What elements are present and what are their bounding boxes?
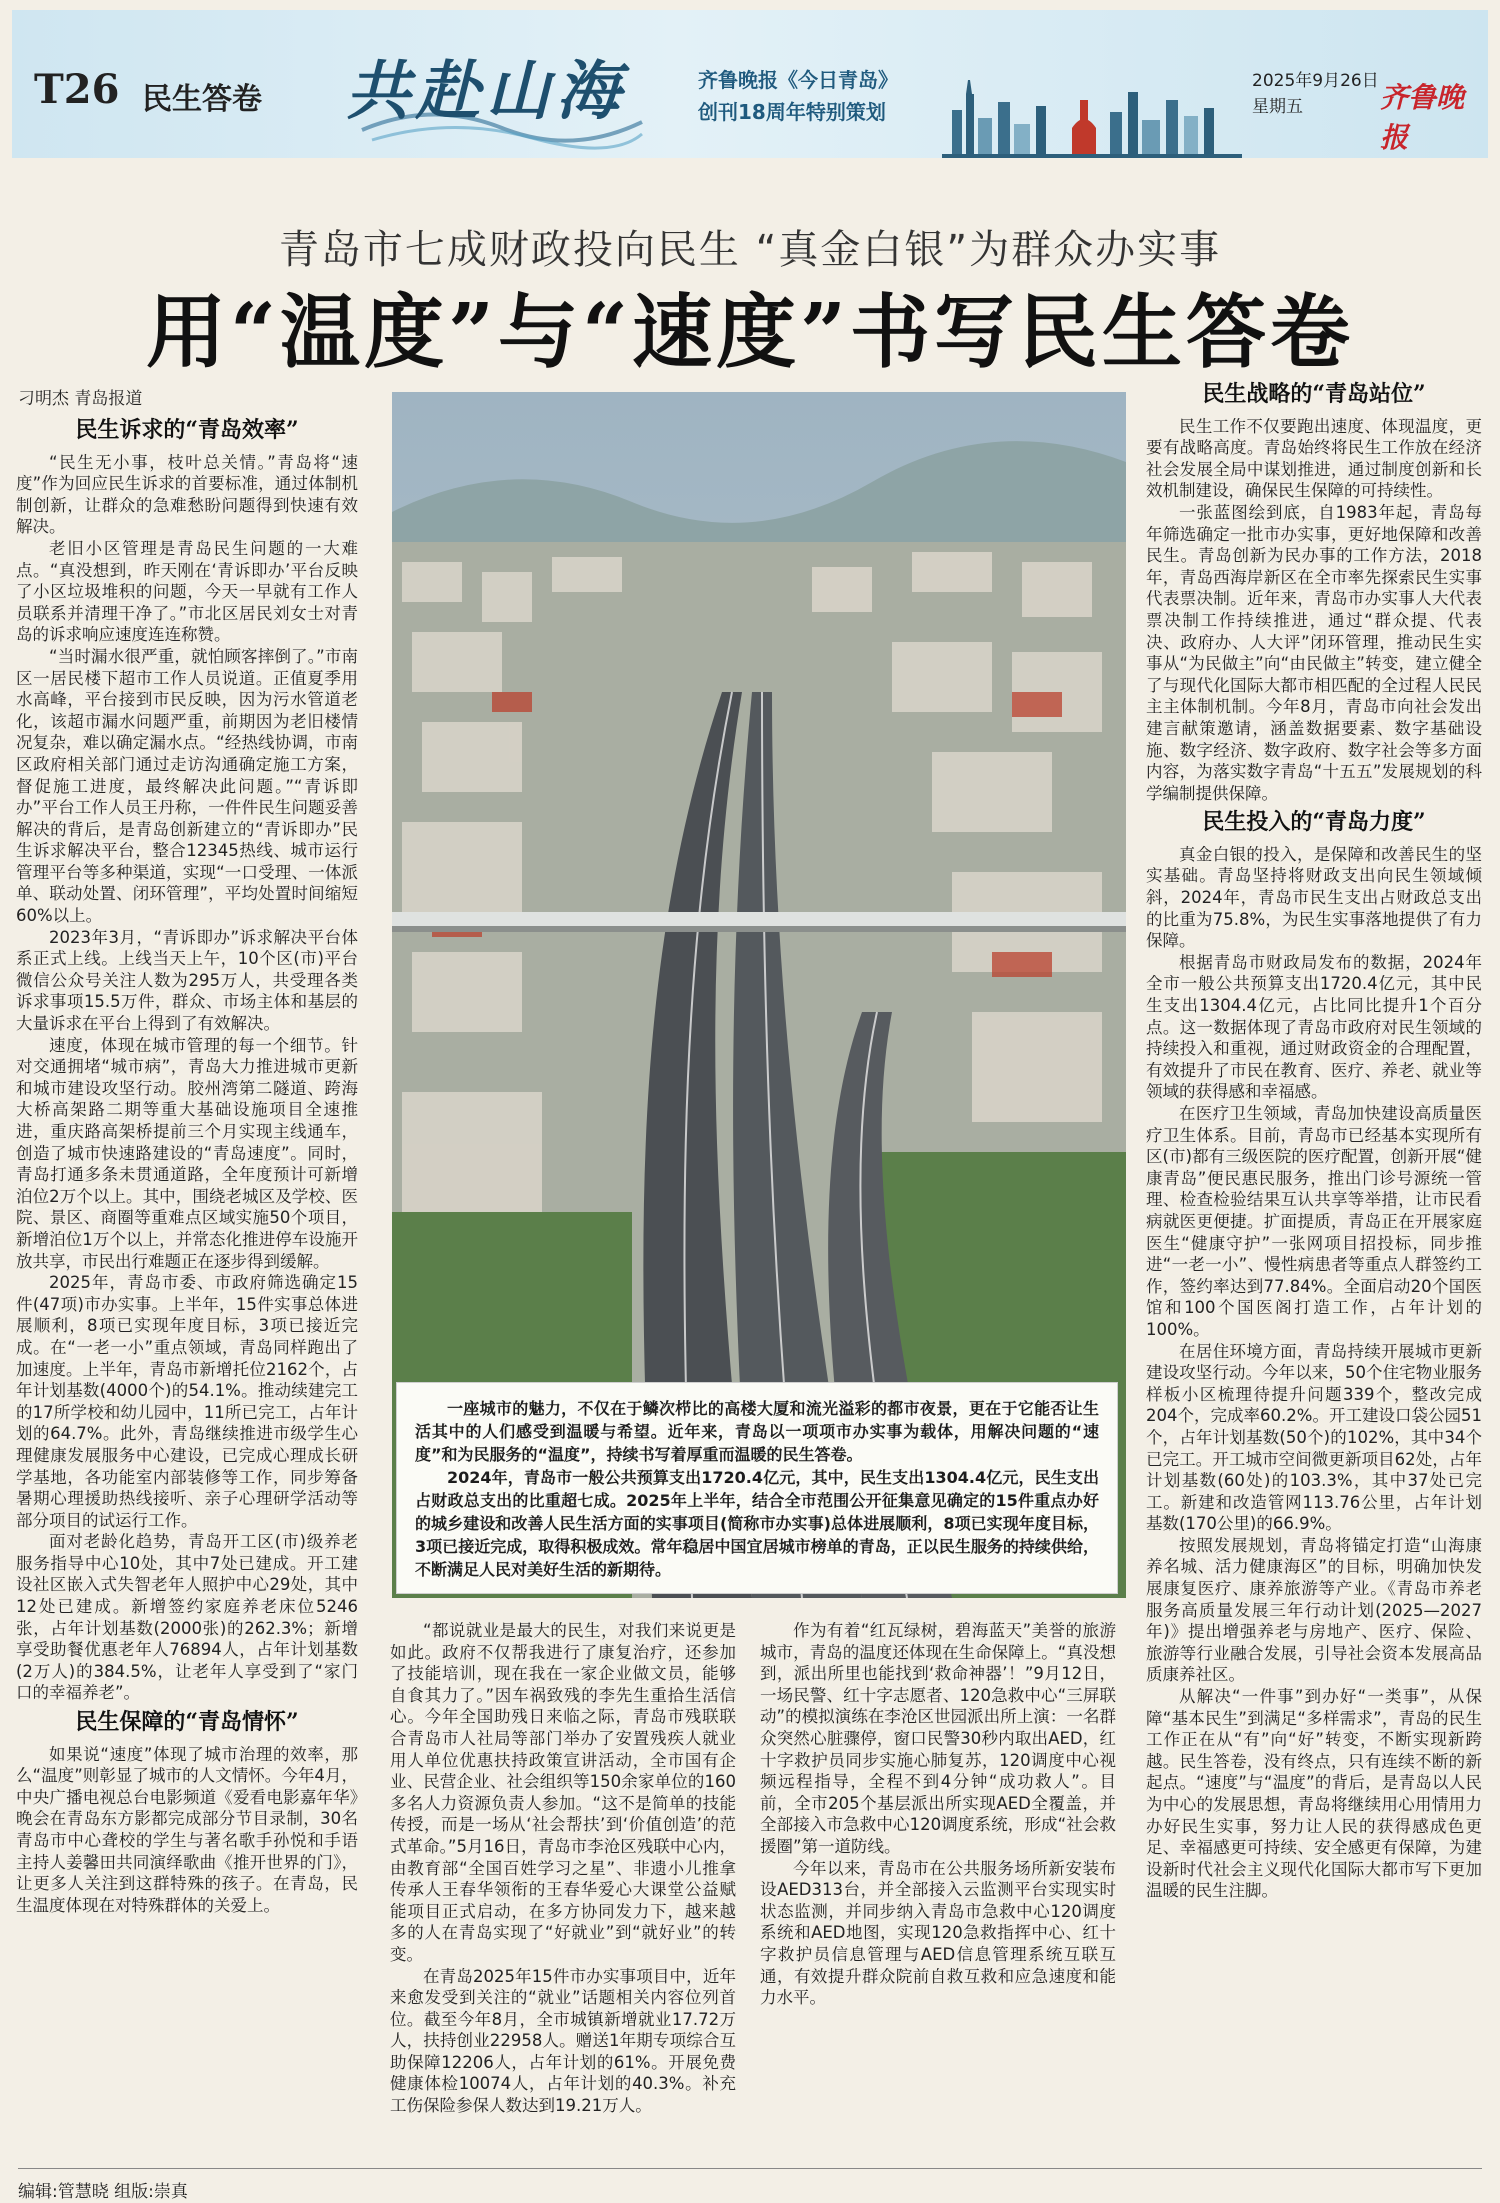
weekday-text: 星期五 bbox=[1252, 97, 1303, 117]
paragraph: 民生工作不仅要跑出速度、体现温度，更要有战略高度。青岛始终将民生工作放在经济社会发展全局中谋划推进，通过制度创新和长效机制建设，确保民生保障的可持续性。 bbox=[1146, 416, 1482, 501]
subheadline: 青岛市七成财政投向民生 “真金白银”为群众办实事 bbox=[278, 227, 1222, 273]
paragraph: “都说就业是最大的民生，对我们来说更是如此。政府不仅帮我进行了康复治疗，还参加了技能培训，现在我在一家企业做文员，能够自食其力了。”因车祸致残的李先生重拾生活信心。今年全国助残日来临之际，青岛市残联联合青岛市人社局等部门举办了安置残疾人就业用人单位优惠扶持政策宣讲活动，全市国有企业、民营企业、社会组织等150余家单位的160多名人力资源负责人参加。“这不是简单的技能传授，而是一场从‘社会帮扶’到‘价值创造’的范式革命。”5月16日，青岛市李沧区残联中心内，由教育部“全国百姓学习之星”、非遗小儿推拿传承人王春华领衔的王春华爱心大课堂公益赋能项目正式启动，在多方协同发力下，越来越多的人在青岛实现了“好就业”到“就好业”的转变。 bbox=[390, 1621, 736, 1964]
campaign-logo-text: 共赴山海 bbox=[346, 54, 626, 129]
paragraph: 在居住环境方面，青岛持续开展城市更新建设攻坚行动。今年以来，50个住宅物业服务样板小区梳理待提升问题339个，整改完成204个，完成率60.2%。开工建设口袋公园51个，占年计划基数(50个)的102%，其中34个已完工。开工城市空间微更新项目62处，占年计划基数(60处)的103.3%，其中37处已完工。新建和改造管网113.76公里，占年计划基数(170公里)的66.9%。 bbox=[1146, 1341, 1482, 1534]
middle-column-1 bbox=[390, 1620, 736, 2160]
slogan-line-1: 齐鲁晚报《今日青岛》 bbox=[698, 68, 898, 92]
paragraph: 在青岛2025年15件市办实事项目中，近年来愈发受到关注的“就业”话题相关内容位列首位。截至今年8月，全市城镇新增就业17.72万人，扶持创业22958人。赠送1年期专项综合互助保障12206人，占年计划的61%。开展免费健康体检10074人，占年计划的40.3%。补充工伤保险参保人数达到19.21万人。 bbox=[390, 1966, 736, 2116]
left-column bbox=[16, 412, 358, 2162]
section-name: 民生答卷 bbox=[142, 82, 262, 117]
lead-paragraph: 2024年，青岛市一般公共预算支出1720.4亿元，其中，民生支出1304.4亿元，民生支出占财政总支出的比重超七成。2025年上半年，结合全市范围公开征集意见确定的15件重点办好的城乡建设和改善人民生活方面的实事项目(简称市办实事)总体进展顺利，8项已实现年度目标，3项已接近完成，取得积极成效。常年稳居中国宜居城市榜单的青岛，正以民生服务的持续供给，不断满足人民对美好生活的新期待。 bbox=[415, 1468, 1099, 1579]
issue-date bbox=[1252, 68, 1379, 120]
date-text: 2025年9月26日 bbox=[1252, 71, 1379, 91]
editor-credits: 编辑:管慧晓 组版:崇真 bbox=[18, 2168, 1482, 2202]
paragraph: 真金白银的投入，是保障和改善民生的坚实基础。青岛坚持将财政支出向民生领域倾斜，2024年，青岛市民生支出占财政总支出的比重为75.8%，为民生实事落地提供了有力保障。 bbox=[1146, 844, 1482, 951]
paragraph: 速度，体现在城市管理的每一个细节。针对交通拥堵“城市病”，青岛大力推进城市更新和城市建设攻坚行动。胶州湾第二隧道、跨海大桥高架路二期等重大基础设施项目全速推进，重庆路高架桥提前三个月实现主线通车，创造了城市快速路建设的“青岛速度”。同时，青岛打通多条未贯通道路，全年度预计可新增泊位2万个以上。其中，围绕老城区及学校、医院、景区、商圈等重难点区域实施50个项目，新增泊位1万个以上，并常态化推进停车设施开放共享，市民出行难题正在逐步得到缓解。 bbox=[16, 1035, 358, 1271]
section-heading: 民生战略的“青岛站位” bbox=[1202, 381, 1426, 407]
slogan-line-2: 创刊18周年特别策划 bbox=[698, 100, 886, 124]
middle-column-2 bbox=[760, 1620, 1116, 2160]
paragraph: 2025年，青岛市委、市政府筛选确定15件(47项)市办实事。上半年，15件实事总体进展顺利，8项已实现年度目标，3项已接近完成。在“一老一小”重点领域，青岛同样跑出了加速度。上半年，青岛市新增托位2162个，占年计划基数(4000个)的54.1%。推动续建完工的17所学校和幼儿园中，11所已完工，占年计划的64.7%。此外，青岛继续推进市级学生心理健康发展服务中心建设，已完成心理成长研学基地，各功能室内部装修等工作，同步筹备暑期心理援助热线接听、亲子心理研学活动等部分项目的试运行工作。 bbox=[16, 1273, 358, 1530]
paragraph: 2023年3月，“青诉即办”诉求解决平台体系正式上线。上线当天上午，10个区(市)平台微信公众号关注人数为295万人，共受理各类诉求事项15.5万件，群众、市场主体和基层的大量诉求在平台上得到了有效解决。 bbox=[16, 927, 358, 1034]
anniversary-slogan bbox=[698, 64, 898, 128]
paragraph: 如果说“速度”体现了城市治理的效率，那么“温度”则彰显了城市的人文情怀。今年4月，中央广播电视总台电影频道《爱看电影嘉年华》晚会在青岛东方影都完成部分节目录制，30名青岛市中心聋校的学生与著名歌手孙悦和手语主持人姜馨田共同演绎歌曲《推开世界的门》，让更多人关注到这群特殊的孩子。在青岛，民生温度体现在对特殊群体的关爱上。 bbox=[16, 1744, 358, 1915]
campaign-logo bbox=[342, 30, 652, 150]
paragraph: 老旧小区管理是青岛民生问题的一大难点。“真没想到，昨天刚在‘青诉即办’平台反映了小区垃圾堆积的问题，今天一早就有工作人员联系并清理干净了。”市北区居民刘女士对青岛的诉求响应速度连连称赞。 bbox=[16, 538, 358, 645]
page-number: T26 bbox=[34, 66, 120, 113]
paragraph: 一张蓝图绘到底，自1983年起，青岛每年筛选确定一批市办实事，更好地保障和改善民生。青岛创新为民办事的工作方法，2018年，青岛西海岸新区在全市率先探索民生实事代表票决制。近年来，青岛市办实事人大代表票决制工作持续推进，通过“群众提、代表决、政府办、人大评”闭环管理，推动民生实事从“为民做主”向“由民做主”转变，建立健全了与现代化国际大都市相匹配的全过程人民民主主体制机制。今年8月，青岛市向社会发出建言献策邀请，涵盖数据要素、数字基础设施、数字经济、数字政府、数字社会等多方面内容，为落实数字青岛“十五五”发展规划的科学编制提供保障。 bbox=[1146, 502, 1482, 803]
right-column bbox=[1146, 376, 1482, 2162]
paragraph: 根据青岛市财政局发布的数据，2024年全市一般公共预算支出1720.4亿元，其中民生支出1304.4亿元，占比同比提升1个百分点。这一数据体现了青岛市政府对民生领域的持续投入和重视，通过财政资金的合理配置，有效提升了市民在教育、医疗、养老、就业等领域的获得感和幸福感。 bbox=[1146, 952, 1482, 1102]
lead-paragraph: 一座城市的魅力，不仅在于鳞次栉比的高楼大厦和流光溢彩的都市夜景，更在于它能否让生活其中的人们感受到温暖与希望。近年来，青岛以一项项市办实事为载体，用解决问题的“速度”和为民服务的“温度”，持续书写着厚重而温暖的民生答卷。 bbox=[415, 1399, 1099, 1464]
section-heading: 民生保障的“青岛情怀” bbox=[75, 1709, 299, 1736]
city-skyline-icon bbox=[942, 80, 1242, 158]
section-heading: 民生投入的“青岛力度” bbox=[1202, 809, 1426, 836]
paragraph: “民生无小事，枝叶总关情。”青岛将“速度”作为回应民生诉求的首要标准，通过体制机制创新，让群众的急难愁盼问题得到快速有效解决。 bbox=[16, 452, 358, 537]
paragraph: 作为有着“红瓦绿树，碧海蓝天”美誉的旅游城市，青岛的温度还体现在生命保障上。“真没想到，派出所里也能找到‘救命神器’！”9月12日，一场民警、红十字志愿者、120急救中心“三屏联动”的模拟演练在李沧区世园派出所上演：一名群众突然心脏骤停，窗口民警30秒内取出AED，红十字救护员同步实施心肺复苏，120调度中心视频远程指导，全程不到4分钟“成功救人”。目前，全市205个基层派出所实现AED全覆盖，并全部接入市急救中心120调度系统，形成“社会救援圈”第一道防线。 bbox=[760, 1621, 1116, 1856]
paragraph: 按照发展规划，青岛将锚定打造“山海康养名城、活力健康海区”的目标，明确加快发展康复医疗、康养旅游等产业。《青岛市养老服务高质量发展三年行动计划(2025—2027年)》提出增强养老与房地产、医疗、保险、旅游等行业融合发展，引导社会资本发展高品质康养社区。 bbox=[1146, 1535, 1482, 1685]
byline: 刁明杰 青岛报道 bbox=[18, 389, 143, 409]
paragraph: 在医疗卫生领域，青岛加快建设高质量医疗卫生体系。目前，青岛市已经基本实现所有区(市)都有三级医院的医疗配置，创新开展“健康青岛”便民惠民服务，推出门诊号源统一管理、检查检验结果互认共享等举措，让市民看病就医更便捷。扩面提质，青岛正在开展家庭医生“健康守护”一张网项目招投标，同步推进“一老一小”、慢性病患者等重点人群签约工作，签约率达到77.84%。全面启动20个国医馆和100个国医阁打造工作，占年计划的100%。 bbox=[1146, 1104, 1482, 1339]
lead-summary-box bbox=[396, 1382, 1118, 1594]
headline: 用“温度”与“速度”书写民生答卷 bbox=[145, 285, 1355, 379]
newspaper-brand: 齐鲁晚报 bbox=[1380, 81, 1465, 154]
masthead-band bbox=[12, 10, 1488, 158]
paragraph: 面对老龄化趋势，青岛开工区(市)级养老服务指导中心10处，其中7处已建成。开工建设社区嵌入式失智老年人照护中心29处，其中12处已建成。新增签约家庭养老床位5246张，占年计划基数(2000张)的262.3%；新增享受助餐优惠老年人76894人，占年计划基数(2万人)的384.5%，让老年人享受到了“家门口的幸福养老”。 bbox=[16, 1532, 358, 1703]
paragraph: 今年以来，青岛市在公共服务场所新安装布设AED313台，并全部接入云监测平台实现实时状态监测，并同步纳入青岛市急救中心120调度系统和AED地图，实现120急救指挥中心、红十字救护员信息管理与AED信息管理系统互联互通，有效提升群众院前自救互救和应急速度和能力水平。 bbox=[760, 1858, 1116, 2008]
section-heading: 民生诉求的“青岛效率” bbox=[75, 417, 299, 443]
paragraph: 从解决“一件事”到办好“一类事”，从保障“基本民生”到满足“多样需求”，青岛的民生工作正在从“有”向“好”转变，不断实现新跨越。民生答卷，没有终点，只有连续不断的新起点。“速度”与“温度”的背后，是青岛以人民为中心的发展思想，青岛将继续用心用情用力办好民生实事，努力让人民的获得感成色更足、幸福感更可持续、安全感更有保障，为建设新时代社会主义现代化国际大都市写下更加温暖的民生注脚。 bbox=[1146, 1687, 1482, 1901]
paragraph: “当时漏水很严重，就怕顾客摔倒了。”市南区一居民楼下超市工作人员说道。正值夏季用水高峰，平台接到市民反映，因为污水管道老化，该超市漏水问题严重，前期因为老旧楼情况复杂，难以确定漏水点。“经热线协调，市南区政府相关部门通过走访沟通确定施工方案，督促施工进度，最终解决此问题。”“青诉即办”平台工作人员王丹称，一件件民生问题妥善解决的背后，是青岛创新建立的“青诉即办”民生诉求解决平台，整合12345热线、城市运行管理平台等多种渠道，实现“一口受理、一体派单、联动处置、闭环管理”，平均处置时间缩短60%以上。 bbox=[16, 646, 358, 926]
